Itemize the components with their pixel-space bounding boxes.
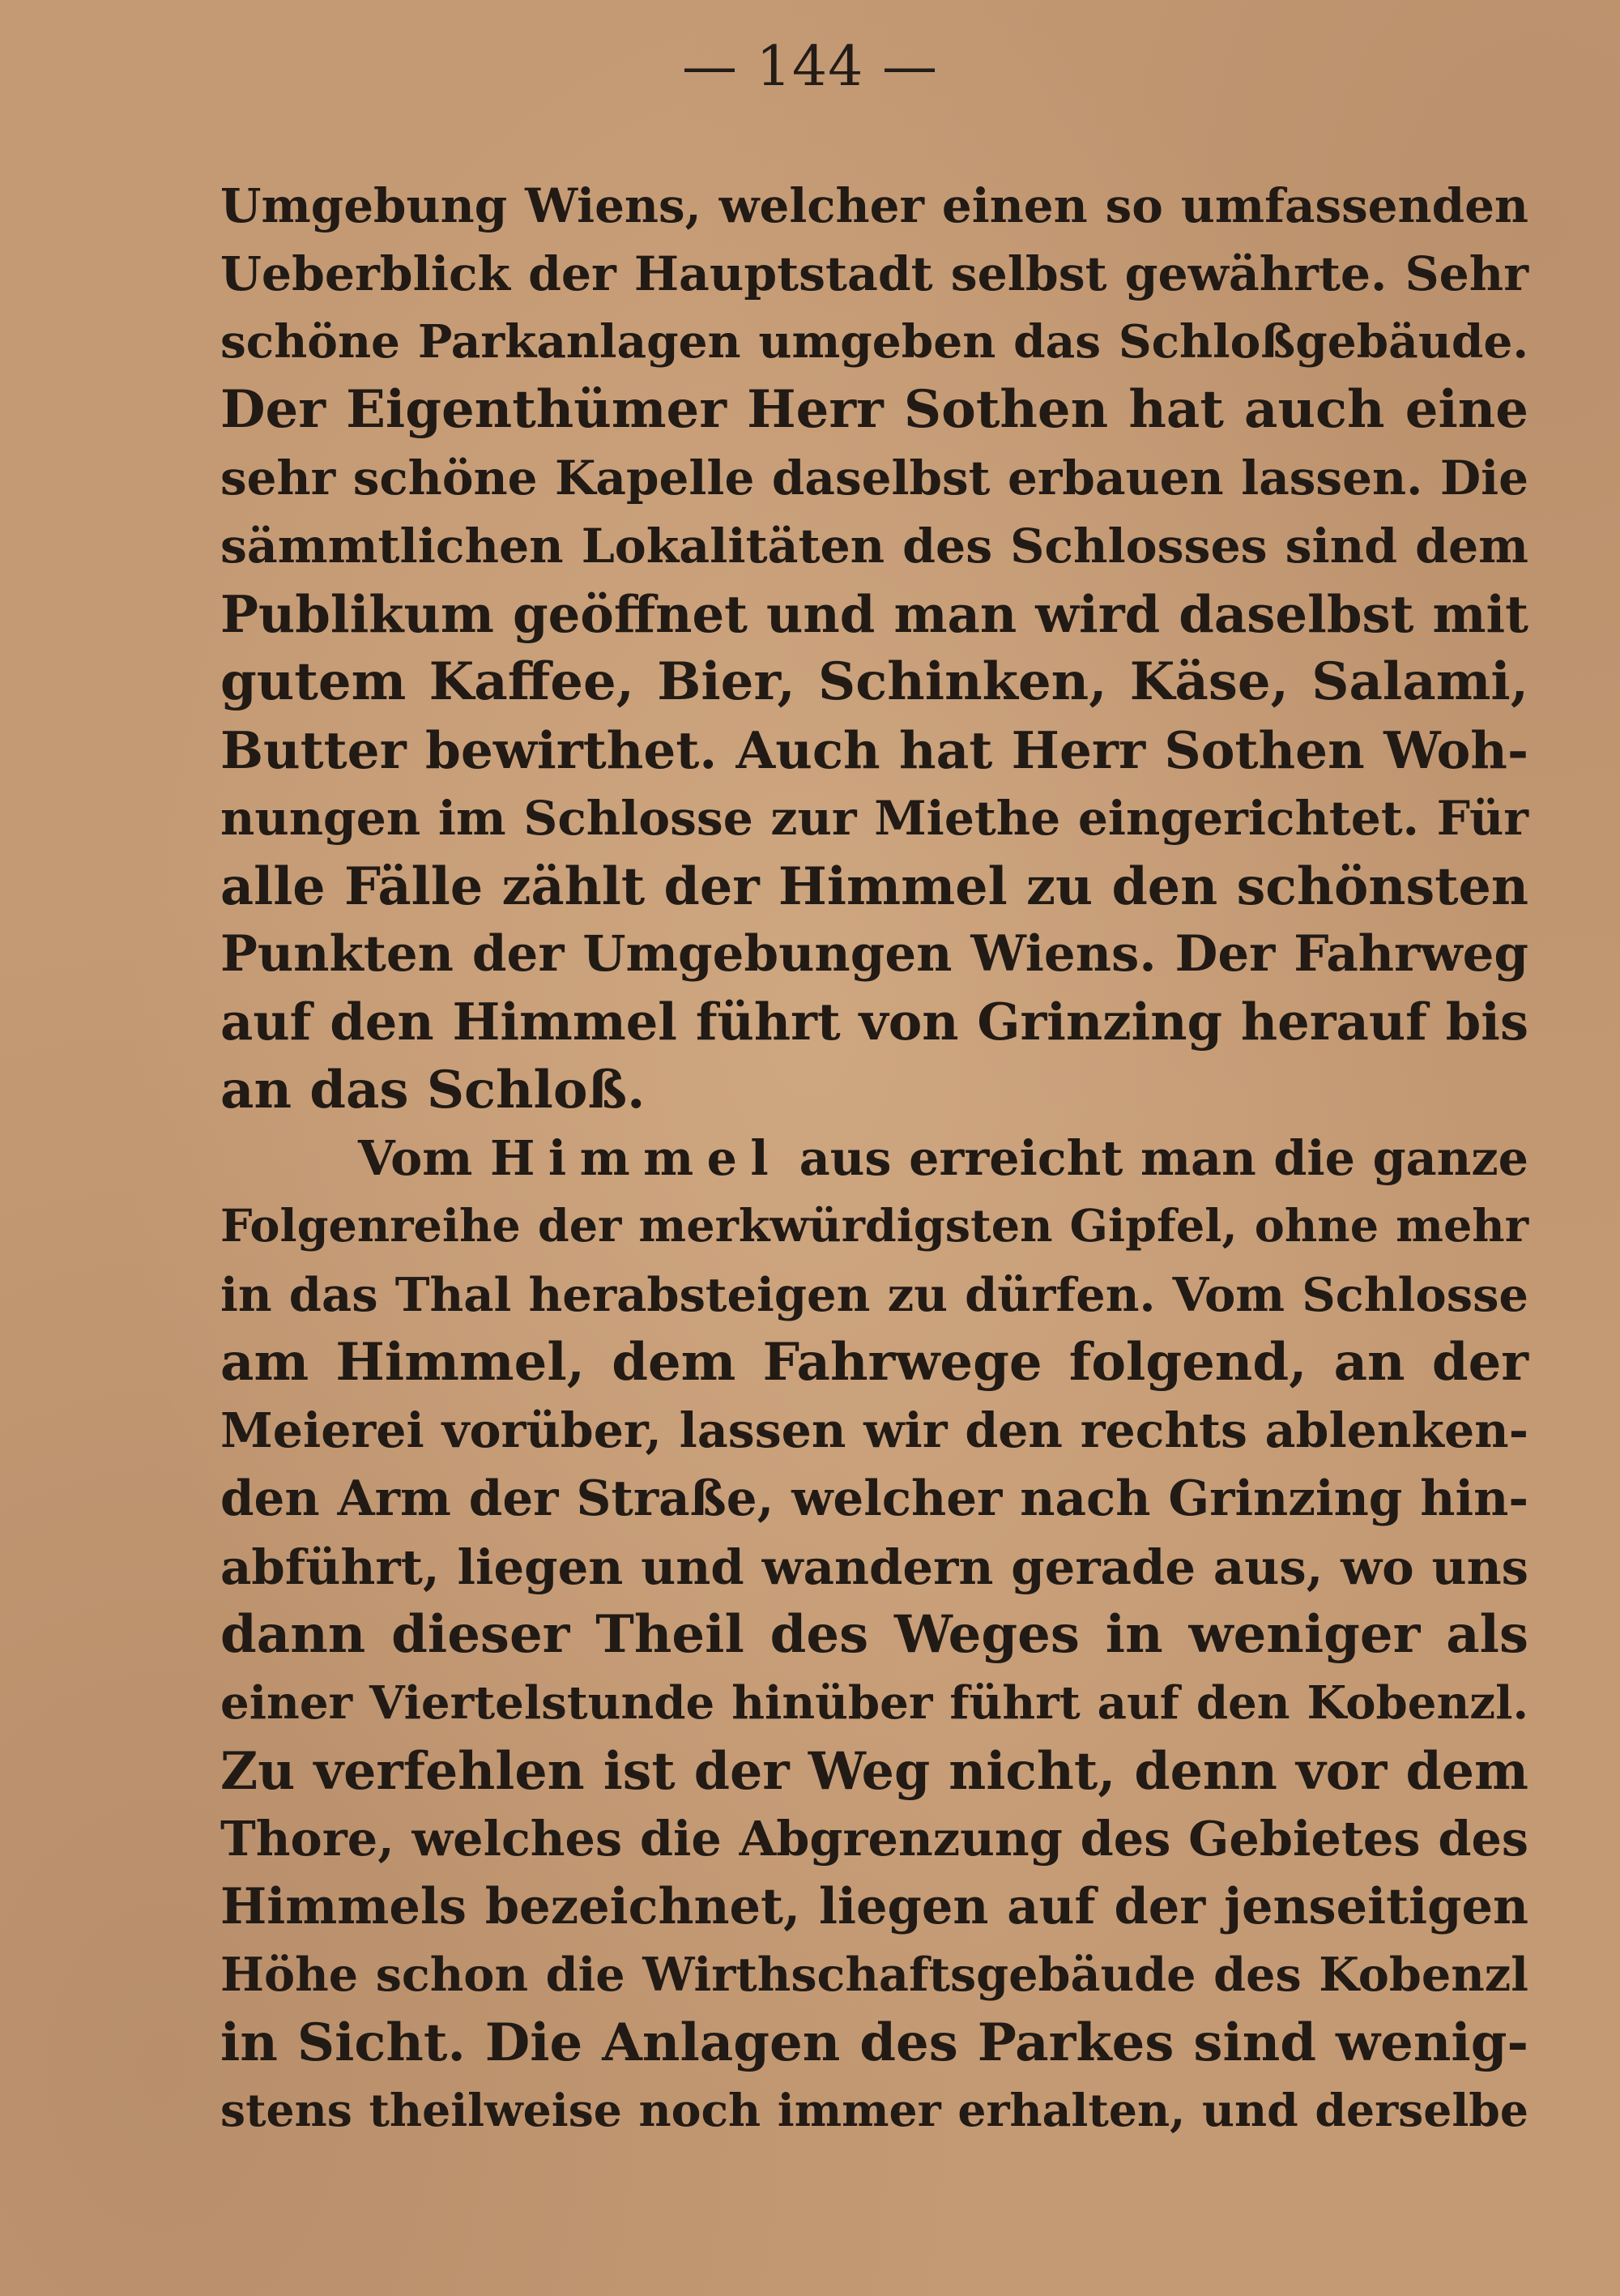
text-line: abführt, liegen und wandern gerade aus, wo uns (220, 1538, 1528, 1595)
text-line: sehr schöne Kapelle daselbst erbauen lassen. Die (220, 450, 1528, 506)
text-fragment: aus erreicht man die ganze (799, 1130, 1528, 1186)
text-line: Publikum geöffnet und man wird daselbst mit (220, 584, 1528, 644)
text-line: auf den Himmel führt von Grinzing herauf bis (220, 992, 1528, 1052)
text-line: schöne Parkanlagen umgeben das Schloßgebäude. (220, 315, 1528, 369)
text-line: sämmtlichen Lokalitäten des Schlosses sind dem (220, 518, 1528, 574)
page-number: — 144 — (681, 35, 939, 99)
text-line: Himmels bezeichnet, liegen auf der jenseitigen (220, 1878, 1528, 1935)
text-line: Folgenreihe der merkwürdigsten Gipfel, ohne mehr (220, 1200, 1528, 1253)
text-line: Höhe schon die Wirthschaftsgebäude des Kobenzl (220, 1948, 1528, 2002)
emphasized-word: Himmel (490, 1130, 782, 1186)
text-line: nungen im Schlosse zur Miethe eingerichtet. Für (220, 790, 1528, 846)
text-line: alle Fälle zählt der Himmel zu den schönsten (220, 856, 1528, 916)
text-line: Zu verfehlen ist der Weg nicht, denn vor dem (220, 1741, 1528, 1801)
body-text (220, 172, 1528, 2145)
text-line: am Himmel, dem Fahrwege folgend, an der (220, 1332, 1528, 1393)
text-line: in das Thal herabsteigen zu dürfen. Vom Schlosse (220, 1267, 1528, 1322)
text-line: dann dieser Theil des Weges in weniger als (220, 1604, 1528, 1665)
text-line: in Sicht. Die Anlagen des Parkes sind wenig- (220, 2012, 1528, 2073)
text-line: Thore, welches die Abgrenzung des Gebietes des (220, 1811, 1528, 1867)
text-line: Punkten der Umgebungen Wiens. Der Fahrweg (220, 925, 1528, 983)
text-line: den Arm der Straße, welcher nach Grinzing hin- (220, 1470, 1528, 1527)
text-line: Der Eigenthümer Herr Sothen hat auch eine (220, 379, 1528, 440)
text-line: gutem Kaffee, Bier, Schinken, Käse, Salami, (220, 651, 1528, 712)
text-line: einer Viertelstunde hinüber führt auf den Kobenzl. (220, 1676, 1528, 1730)
text-line: stens theilweise noch immer erhalten, und derselbe (220, 2085, 1528, 2137)
text-line: Ueberblick der Hauptstadt selbst gewährte. Sehr (220, 245, 1528, 301)
text-fragment: Vom (358, 1130, 473, 1186)
text-line: Butter bewirthet. Auch hat Herr Sothen Woh- (220, 720, 1528, 780)
text-line: Umgebung Wiens, welcher einen so umfassenden (220, 178, 1528, 233)
paragraph-first-line (220, 1125, 1528, 1193)
text-line: an das Schloß. (220, 1060, 646, 1120)
text-line: Meierei vorüber, lassen wir den rechts ablenken- (220, 1402, 1528, 1458)
